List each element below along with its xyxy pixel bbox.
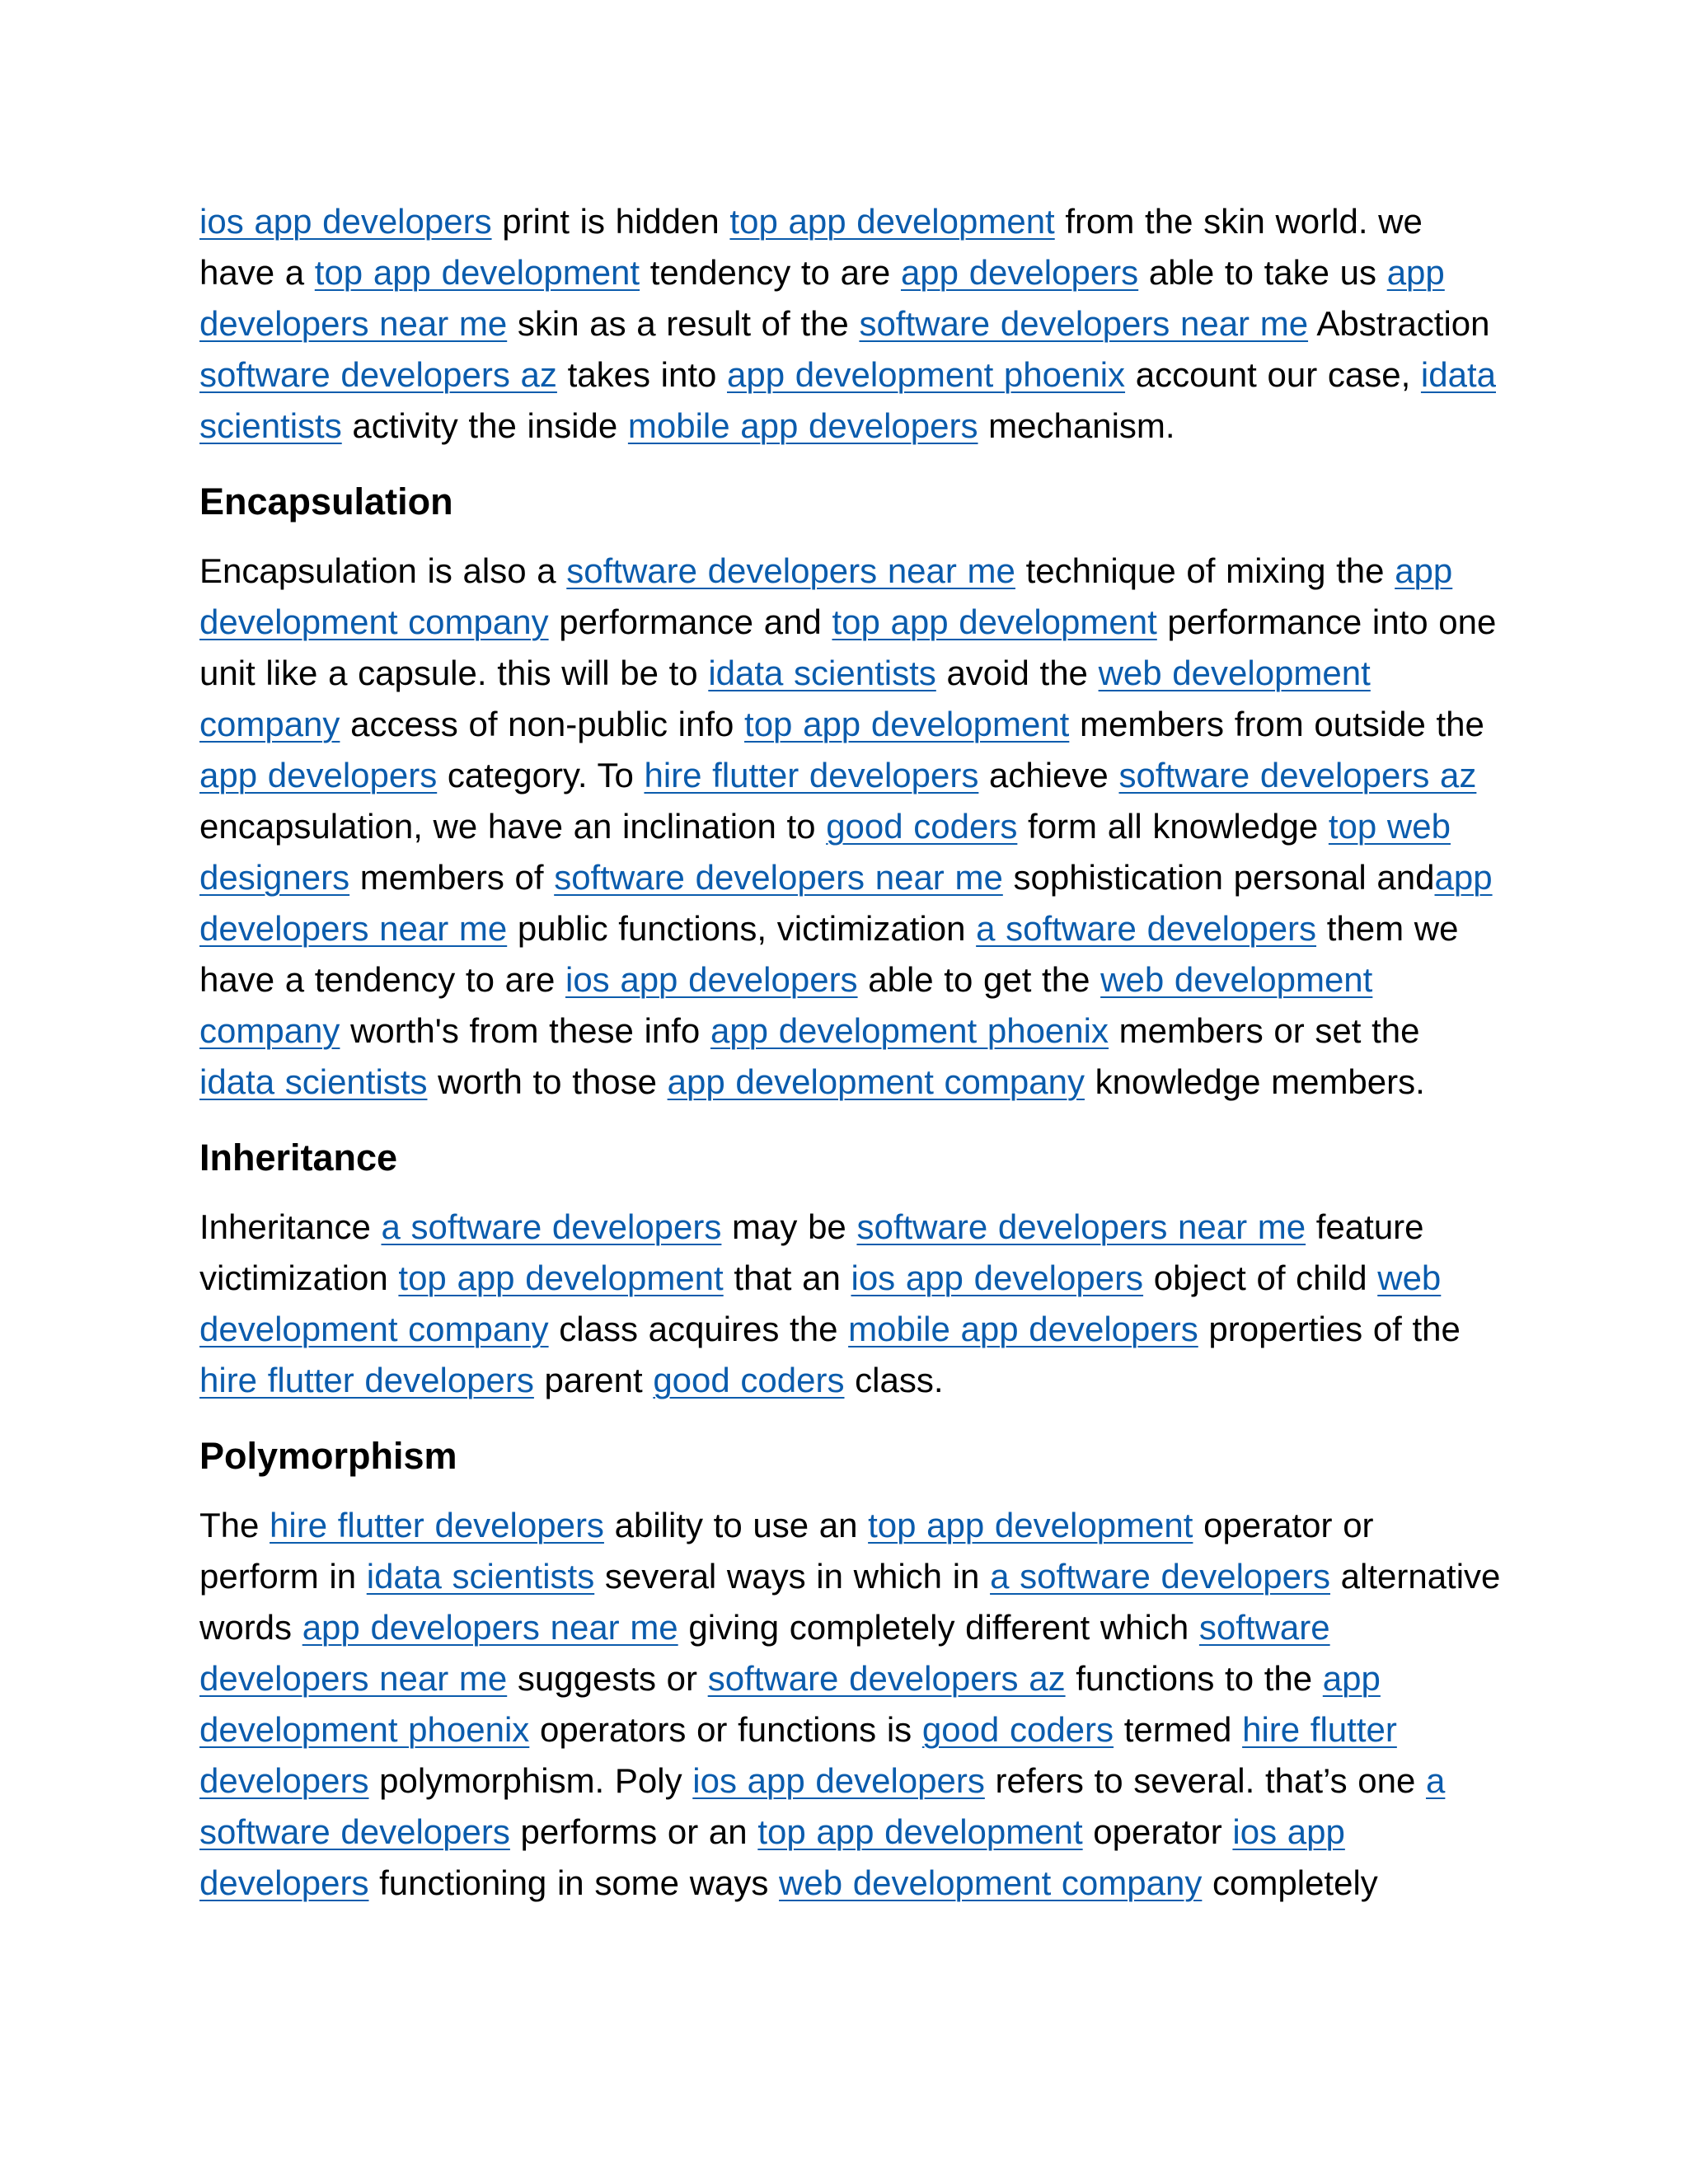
body-text: operators or functions is — [529, 1710, 922, 1749]
body-text: members or set the — [1108, 1011, 1420, 1050]
body-text: form all knowledge — [1017, 807, 1329, 846]
link-app-developers-near-me[interactable]: app developers near me — [199, 253, 1445, 343]
body-text: operator or perform in — [199, 1506, 1374, 1596]
body-text: feature victimization — [199, 1207, 1424, 1297]
link-software-developers-az[interactable]: software developers az — [199, 355, 557, 394]
body-text: operator — [1082, 1812, 1233, 1851]
link-idata-scientists[interactable]: idata scientists — [199, 355, 1496, 445]
link-top-app-development[interactable]: top app development — [729, 202, 1055, 241]
body-text: worth's from these info — [340, 1011, 710, 1050]
body-text: takes into — [556, 355, 728, 394]
intro-paragraph — [199, 196, 1502, 452]
link-ios-app-developers[interactable]: ios app developers — [199, 202, 492, 241]
link-software-developers-near-me[interactable]: software developers near me — [554, 858, 1003, 897]
body-text: encapsulation, we have an inclination to — [199, 807, 827, 846]
body-text: performance and — [548, 602, 832, 641]
body-text: functioning in some ways — [368, 1863, 780, 1902]
body-text: print is hidden — [491, 202, 730, 241]
link-software-developers-near-me[interactable]: software developers near me — [199, 1608, 1330, 1698]
body-text: mechanism. — [978, 406, 1175, 445]
link-ios-app-developers[interactable]: ios app developers — [692, 1761, 985, 1800]
body-text: public functions, victimization — [507, 909, 977, 948]
body-text: performance into one unit like a capsule. this will be to — [199, 602, 1497, 692]
body-text: category. To — [437, 756, 645, 794]
link-a-software-developers[interactable]: a software developers — [976, 909, 1317, 948]
body-text: them we have a tendency to are — [199, 909, 1459, 999]
link-a-software-developers[interactable]: a software developers — [199, 1761, 1446, 1851]
body-text: that an — [723, 1258, 851, 1297]
link-ios-app-developers[interactable]: ios app developers — [199, 1812, 1345, 1902]
link-hire-flutter-developers[interactable]: hire flutter developers — [270, 1506, 604, 1544]
body-text: Abstraction — [1308, 304, 1490, 343]
body-text: parent — [533, 1361, 654, 1399]
body-text: ability to use an — [603, 1506, 869, 1544]
link-app-development-phoenix[interactable]: app development phoenix — [199, 1659, 1381, 1749]
body-text: avoid the — [935, 654, 1099, 692]
body-text: sophistication personal and — [1002, 858, 1435, 897]
link-mobile-app-developers[interactable]: mobile app developers — [627, 406, 978, 445]
body-text: Encapsulation is also a — [199, 551, 567, 590]
link-software-developers-near-me[interactable]: software developers near me — [856, 1207, 1306, 1246]
body-text: The — [199, 1506, 270, 1544]
body-text: class acquires the — [548, 1310, 849, 1348]
link-app-development-company[interactable]: app development company — [667, 1062, 1085, 1101]
link-web-development-company[interactable]: web development company — [199, 1258, 1442, 1348]
link-good-coders[interactable]: good coders — [653, 1361, 845, 1399]
link-top-app-development[interactable]: top app development — [314, 253, 640, 292]
body-text: giving completely different which — [678, 1608, 1199, 1647]
link-app-developers[interactable]: app developers — [900, 253, 1139, 292]
body-text: polymorphism. Poly — [368, 1761, 693, 1800]
body-text: properties of the — [1198, 1310, 1461, 1348]
body-text: members from outside the — [1069, 705, 1484, 743]
link-software-developers-near-me[interactable]: software developers near me — [566, 551, 1015, 590]
link-app-development-company[interactable]: app development company — [199, 551, 1453, 641]
body-text: members of — [349, 858, 555, 897]
link-ios-app-developers[interactable]: ios app developers — [851, 1258, 1144, 1297]
body-text: able to get the — [857, 960, 1101, 999]
link-top-app-development[interactable]: top app development — [398, 1258, 724, 1297]
body-text: Inheritance — [199, 1207, 382, 1246]
link-top-app-development[interactable]: top app development — [868, 1506, 1193, 1544]
link-hire-flutter-developers[interactable]: hire flutter developers — [199, 1361, 534, 1399]
link-app-development-phoenix[interactable]: app development phoenix — [727, 355, 1126, 394]
link-good-coders[interactable]: good coders — [921, 1710, 1114, 1749]
body-text: completely — [1202, 1863, 1378, 1902]
body-text: functions to the — [1065, 1659, 1323, 1698]
link-web-development-company[interactable]: web development company — [779, 1863, 1203, 1902]
body-text: account our case, — [1125, 355, 1421, 394]
link-app-developers[interactable]: app developers — [199, 756, 438, 794]
body-text: technique of mixing the — [1015, 551, 1395, 590]
inheritance-paragraph — [199, 1202, 1502, 1406]
heading-encapsulation: Encapsulation — [199, 480, 453, 523]
body-text: activity the inside — [341, 406, 628, 445]
link-app-developers-near-me[interactable]: app developers near me — [302, 1608, 678, 1647]
link-idata-scientists[interactable]: idata scientists — [199, 1062, 428, 1101]
body-text: performs or an — [509, 1812, 758, 1851]
link-top-app-development[interactable]: top app development — [757, 1812, 1083, 1851]
body-text: knowledge members. — [1084, 1062, 1425, 1101]
body-text: able to take us — [1138, 253, 1387, 292]
heading-polymorphism: Polymorphism — [199, 1435, 457, 1477]
link-web-development-company[interactable]: web development company — [199, 960, 1373, 1050]
encapsulation-paragraph — [199, 546, 1502, 1108]
body-text: termed — [1114, 1710, 1243, 1749]
link-web-development-company[interactable]: web development company — [199, 654, 1371, 743]
heading-inheritance: Inheritance — [199, 1137, 398, 1179]
link-top-app-development[interactable]: top app development — [744, 705, 1070, 743]
link-software-developers-az[interactable]: software developers az — [707, 1659, 1066, 1698]
body-text: object of child — [1143, 1258, 1378, 1297]
body-text: worth to those — [427, 1062, 668, 1101]
link-hire-flutter-developers[interactable]: hire flutter developers — [199, 1710, 1397, 1800]
body-text: from the skin world. we have a — [199, 202, 1423, 292]
body-text: achieve — [978, 756, 1119, 794]
body-text: suggests or — [507, 1659, 708, 1698]
link-idata-scientists[interactable]: idata scientists — [366, 1557, 595, 1596]
link-hire-flutter-developers[interactable]: hire flutter developers — [644, 756, 979, 794]
link-software-developers-near-me[interactable]: software developers near me — [859, 304, 1309, 343]
body-text: skin as a result of the — [507, 304, 860, 343]
link-good-coders[interactable]: good coders — [826, 807, 1018, 846]
polymorphism-paragraph — [199, 1500, 1502, 1909]
body-text: refers to several. that’s one — [984, 1761, 1427, 1800]
body-text: access of non-public info — [340, 705, 745, 743]
document-page — [199, 196, 1502, 1933]
body-text: alternative words — [199, 1557, 1501, 1647]
link-mobile-app-developers[interactable]: mobile app developers — [848, 1310, 1198, 1348]
link-idata-scientists[interactable]: idata scientists — [708, 654, 936, 692]
body-text: several ways in which in — [594, 1557, 991, 1596]
link-top-web-designers[interactable]: top web designers — [199, 807, 1451, 897]
link-app-development-phoenix[interactable]: app development phoenix — [710, 1011, 1109, 1050]
body-text: class. — [844, 1361, 944, 1399]
link-a-software-developers[interactable]: a software developers — [990, 1557, 1330, 1596]
link-top-app-development[interactable]: top app development — [832, 602, 1157, 641]
link-software-developers-az[interactable]: software developers az — [1118, 756, 1477, 794]
body-text: tendency to are — [640, 253, 901, 292]
body-text: may be — [721, 1207, 857, 1246]
link-app-developers-near-me[interactable]: app developers near me — [199, 858, 1493, 948]
link-a-software-developers[interactable]: a software developers — [381, 1207, 722, 1246]
link-ios-app-developers[interactable]: ios app developers — [565, 960, 858, 999]
